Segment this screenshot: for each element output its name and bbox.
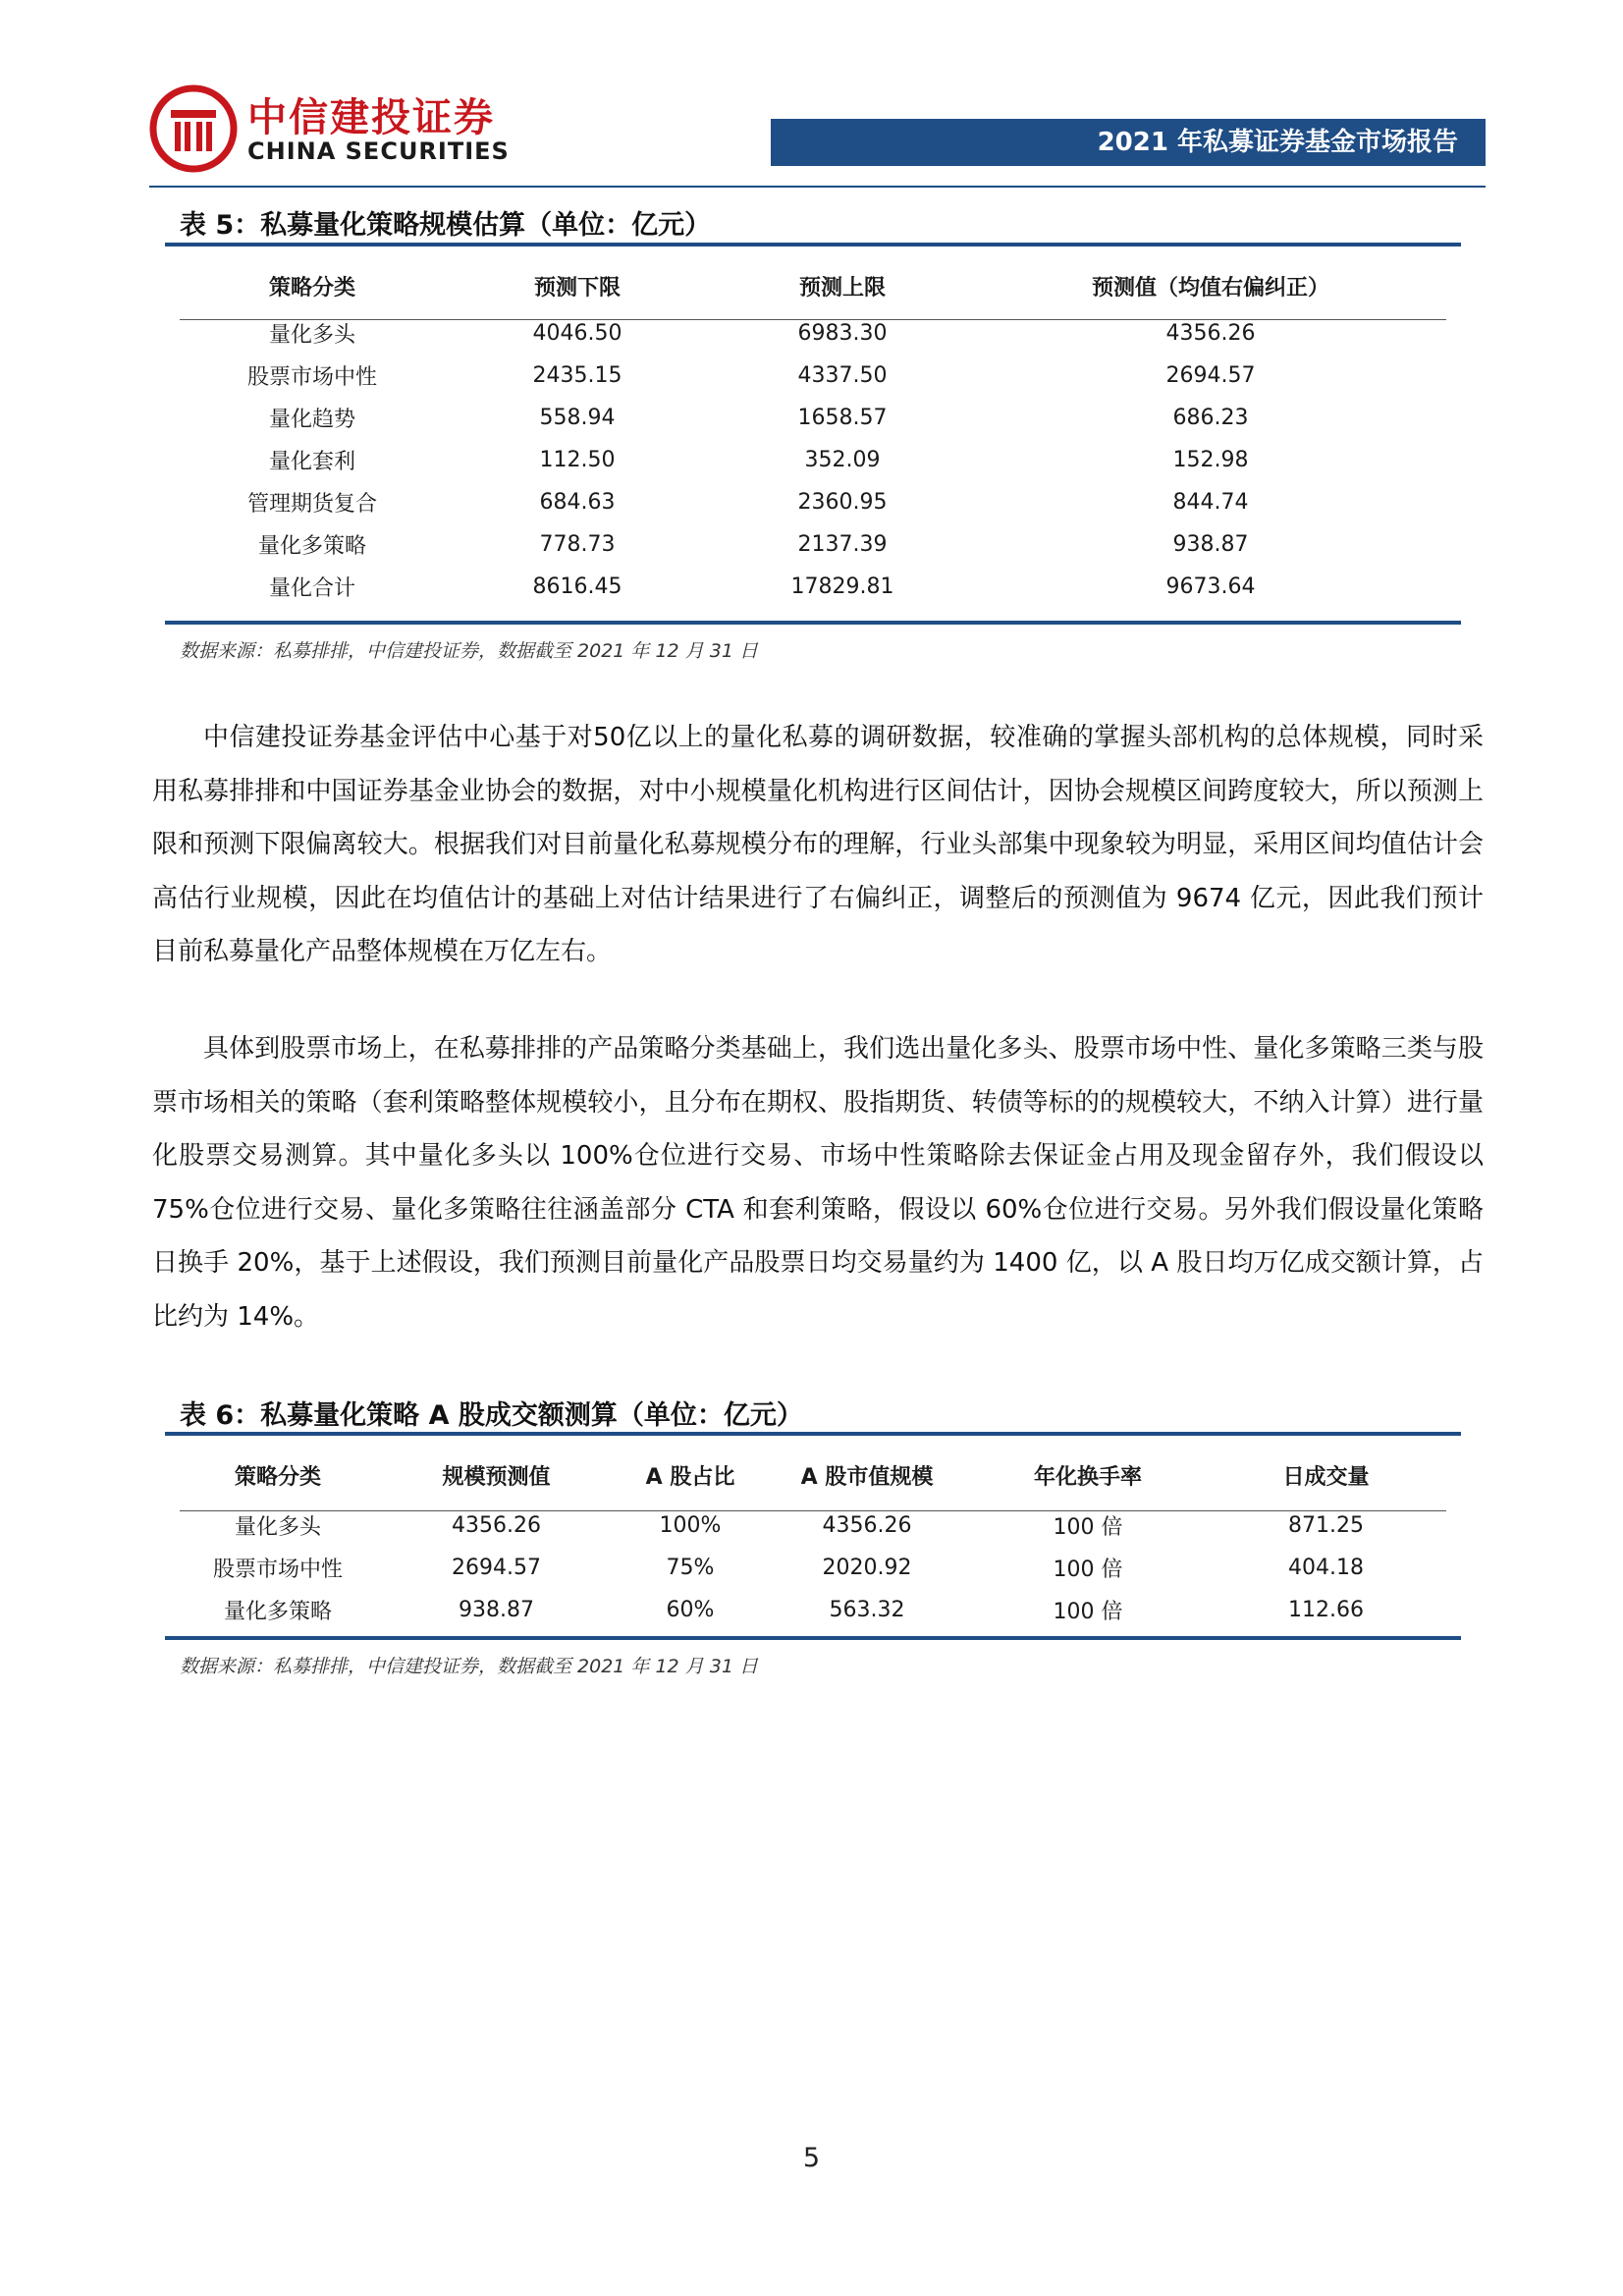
table-cell: 100 倍: [1053, 1515, 1123, 1540]
table-cell: 4356.26: [822, 1513, 912, 1538]
table6: [180, 1446, 1446, 1631]
table6-caption: 表 6：私募量化策略 A 股成交额测算（单位：亿元）: [180, 1400, 803, 1431]
table6-header-cell: A 股市值规模: [800, 1464, 934, 1490]
table-cell: 量化多策略: [223, 1600, 332, 1624]
table5-header-cell: 预测值（均值右偏纠正）: [1091, 275, 1329, 301]
body-paragraph-2: 具体到股票市场上，在私募排排的产品策略分类基础上，我们选出量化多头、股票市场中性、量化多策略三类与股票市场相关的策略（套利策略整体规模较小，且分布在期权、股指期货、转债等标的的规模较大，不纳入计算）进行量化股票交易测算。其中量化多头以 100%仓位进行交易、市场中性策略除去保证金占用及现金留存外，我们假设以 75%仓位进行交易、量化多策略往往涵盖部分 CTA 和套利策略，假设以 60%仓位进行交易。另外我们假设量化策略日换手 20%，基于上述假设，我们预测目前量化产品股票日均交易量约为 1400 亿，以 A 股日均万亿成交额计算，占比约为 14%。: [152, 1034, 1484, 1332]
table-cell: 6983.30: [797, 321, 888, 346]
table-cell: 4356.26: [1165, 321, 1256, 346]
table-cell: 60%: [666, 1598, 715, 1622]
table-cell: 股票市场中性: [246, 365, 377, 390]
table-row: [180, 566, 1446, 608]
table-cell: 2694.57: [1165, 363, 1256, 388]
table-cell: 2435.15: [532, 363, 622, 388]
table6-header-cell: A 股占比: [645, 1464, 735, 1490]
page-number: 5: [802, 2143, 821, 2173]
table-cell: 778.73: [539, 532, 616, 557]
table-cell: 量化多头: [234, 1515, 321, 1540]
table-cell: 量化合计: [268, 576, 355, 601]
table5-top-rule: [165, 243, 1461, 246]
table-cell: 2360.95: [797, 490, 888, 515]
table-cell: 4356.26: [452, 1513, 541, 1538]
table-row: [180, 481, 1446, 523]
logo-chinese-name: 中信建投证券: [247, 95, 495, 140]
table-cell: 2020.92: [822, 1556, 912, 1580]
table-cell: 404.18: [1288, 1556, 1364, 1580]
table-cell: 量化多策略: [257, 534, 366, 559]
table-cell: 100 倍: [1053, 1600, 1123, 1624]
body-paragraph-1: 中信建投证券基金评估中心基于对50亿以上的量化私募的调研数据，较准确的掌握头部机构的总体规模，同时采用私募排排和中国证券基金业协会的数据，对中小规模量化机构进行区间估计，因协会规模区间跨度较大，所以预测上限和预测下限偏离较大。根据我们对目前量化私募规模分布的理解，行业头部集中现象较为明显，采用区间均值估计会高估行业规模，因此在均值估计的基础上对估计结果进行了右偏纠正，调整后的预测值为 9674 亿元，因此我们预计目前私募量化产品整体规模在万亿左右。: [152, 723, 1484, 966]
table6-top-rule: [165, 1432, 1461, 1436]
table6-header-row: [180, 1446, 1446, 1504]
table-cell: 112.50: [539, 448, 616, 472]
table-cell: 684.63: [539, 490, 616, 515]
table-cell: 1658.57: [797, 406, 888, 430]
table-cell: 量化多头: [268, 323, 355, 348]
table6-header-rule: [180, 1510, 1446, 1511]
table-row: [180, 1547, 1446, 1589]
table-cell: 管理期货复合: [246, 492, 377, 517]
header-divider: [149, 186, 1486, 188]
table5-header-rule: [180, 319, 1446, 320]
table-cell: 100%: [659, 1513, 722, 1538]
table-cell: 4337.50: [797, 363, 888, 388]
table-cell: 2137.39: [797, 532, 888, 557]
table-row: [180, 1589, 1446, 1631]
table5-header-cell: 策略分类: [268, 275, 355, 301]
table-cell: 2694.57: [452, 1556, 541, 1580]
table-row: [180, 439, 1446, 481]
table-cell: 938.87: [1172, 532, 1249, 557]
citic-logo: [149, 84, 238, 173]
table-cell: 686.23: [1172, 406, 1249, 430]
table-cell: 558.94: [539, 406, 616, 430]
table5-source-note: 数据来源：私募排排，中信建投证券，数据截至 2021 年 12 月 31 日: [180, 640, 758, 662]
table-cell: 100 倍: [1053, 1558, 1123, 1582]
table5-caption: 表 5：私募量化策略规模估算（单位：亿元）: [180, 210, 712, 241]
table-row: [180, 523, 1446, 566]
table-row: [180, 397, 1446, 439]
table-cell: 股票市场中性: [212, 1558, 343, 1582]
table-cell: 量化趋势: [268, 408, 355, 432]
table6-bottom-rule: [165, 1636, 1461, 1640]
table6-source-note: 数据来源：私募排排，中信建投证券，数据截至 2021 年 12 月 31 日: [180, 1656, 758, 1677]
table-cell: 563.32: [829, 1598, 905, 1622]
table-row: [180, 355, 1446, 397]
table6-header-cell: 日成交量: [1282, 1464, 1370, 1490]
logo-english-name: CHINA SECURITIES: [247, 137, 510, 165]
table-cell: 4046.50: [532, 321, 622, 346]
table6-header-cell: 规模预测值: [442, 1464, 551, 1490]
table-cell: 938.87: [459, 1598, 534, 1622]
table-cell: 75%: [666, 1556, 715, 1580]
table5-header-cell: 预测下限: [533, 275, 621, 301]
table5-header-cell: 预测上限: [798, 275, 886, 301]
table5-header-row: [180, 259, 1446, 312]
table-cell: 量化套利: [268, 450, 355, 474]
table-cell: 871.25: [1288, 1513, 1364, 1538]
table6-header-cell: 年化换手率: [1033, 1464, 1142, 1490]
table6-header-cell: 策略分类: [234, 1464, 321, 1490]
table-cell: 8616.45: [532, 574, 622, 599]
table-cell: 152.98: [1172, 448, 1249, 472]
table5: [180, 259, 1446, 608]
table-cell: 844.74: [1172, 490, 1249, 515]
table-cell: 112.66: [1288, 1598, 1364, 1622]
table-cell: 352.09: [804, 448, 881, 472]
table5-bottom-rule: [165, 621, 1461, 625]
report-title: 2021 年私募证券基金市场报告: [1097, 128, 1458, 157]
table-cell: 9673.64: [1165, 574, 1256, 599]
table-cell: 17829.81: [790, 574, 894, 599]
